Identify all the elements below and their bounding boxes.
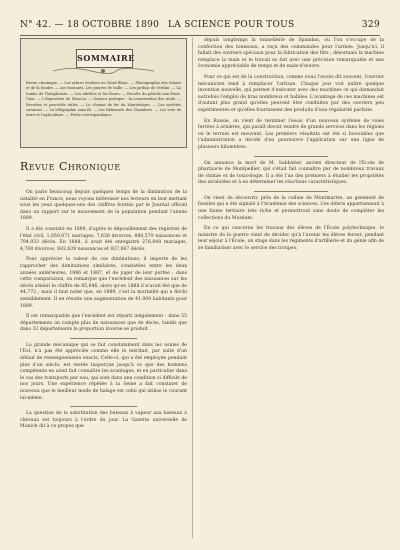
issue-number: N° 42. — 18 OCTOBRE 1890 — [20, 20, 160, 30]
article-paragraph: La grande mécanique qui se fait constamment dans les usines de l'Est, n'a pas été appréciée comme elle le méritait, par suite d'un défaut de renseignements exacts. Celle-ci, qui a été employée pendant plus d'un siècle, est restée inaperçue jusqu'à ce que des hommes compétents en aient fait connaître les avantages, et en particulier dans le cas des transports par eau, qui sont dans une condition si difficile de nos jours. Une expérience répétée à la Seine a fait constater de nouveau que le meilleur mode de halage est celui qui utilise le courant lui-même. — [20, 342, 187, 401]
section-title — [20, 160, 187, 186]
article-paragraph: Il a été constaté en 1889, d'après le dépouillement des registres de l'état civil, 1,859,071 mariages, 7,638 divorces, 880,579 naissances et 794,933 décès. En 1888, il avait été enregistré 276,848 mariages, 4,708 divorces, 882,639 naissances et 837,867 décès. — [20, 226, 187, 252]
sommaire-title: SOMMAIRE — [76, 49, 133, 68]
article-paragraph: Pour apprécier la valeur de ces diminutions, il importe de les rapprocher des diminutions similaires, constatées entre les deux années antérieures, 1886 et 1887, et de juger de leur portée ; dans cette comparaison, on remarque que l'excédent des naissances sur les décès atteint le chiffre de 85,646, alors qu'en 1888 il n'avait été que de 44,772 ; mais il faut noter que, en 1889, c'est la mortalité qui a fléchi sensiblement. Il en résulte une augmentation de 41,000 habitants pour 1889. — [20, 257, 187, 309]
article-paragraph: Il est remarquable que l'excédent est réparti inégalement : dans 55 départements on compte plus de naissances que de décès, tandis que dans 32 départements la proportion inverse se produit. — [20, 314, 187, 333]
article-paragraph: La question de la substitution des bateaux à vapeur aux bateaux à chevaux est toujours à l'ordre du jour. La Gazette universelle de Munich dit à ce propos que — [20, 411, 187, 430]
article-paragraph: En Russie, on vient de terminer l'essai d'un nouveau système de voies ferrées à ornières, qui paraît devoir rendre de grands services dans les régions où le terrain est mouvant. Les premiers résultats ont été si favorables que l'administration a décidé d'en poursuivre l'application sur une ligne de plusieurs kilomètres. — [198, 118, 384, 150]
running-head — [20, 20, 380, 34]
sommaire-box — [20, 38, 187, 148]
sommaire-text: Revue chronique. — Les arbres fruitiers au Mont-Blanc. — Photographie des éclairs et de la foudre. — Arc-boutants. Les pierres de taille. — Les jardins de Verdun. — La tombe de Théophraste. — Les abeilles et les fleurs. — Récolte du pétrole aux États-Unis. — L'Exposition de Moscou. — Science pratique : la conservation des œufs. — Recettes et procédés utiles. — Le chemin de fer du Monténégro. — Les sociétés savantes. — La télégraphie sans fil. — Les bâtiments des Chambres. — Les vers de terre et l'agriculture. — Petite correspondance. — [26, 81, 181, 118]
column-rule — [192, 38, 193, 538]
article-paragraph: En ce qui concerne les travaux des élèves de l'École polytechnique, le ministre de la guerre vient de décider qu'à l'avenir les élèves feront, pendant leur séjour à l'École, un stage dans les régiments d'artillerie et du génie afin de se familiariser avec le service des troupes. — [198, 226, 384, 252]
right-column — [198, 38, 384, 257]
article-paragraph: Pour ce qui est de la construction, comme nous l'avons dit souvent, l'ouvrier mécanicien tend à remplacer l'artisan. Chaque jour voit naître quelque invention nouvelle, qui permet d'exécuter avec des machines ce qui demandait autrefois l'emploi de bras nombreux et habiles. L'avantage de ces machines est d'autant plus grand qu'elles peuvent être conduites par des ouvriers peu expérimentés et qu'elles fournissent des produits d'une régularité parfaite. — [198, 74, 384, 113]
ornament-icon — [51, 66, 156, 76]
section-divider — [70, 338, 137, 339]
section-title-text: Revue Chronique — [20, 160, 121, 173]
section-divider — [254, 191, 328, 192]
header-rule — [20, 35, 380, 36]
left-column — [20, 38, 187, 435]
article-paragraph: depuis longtemps la tonnellerie de Spandau, où l'on s'occupe de la confection des tonneaux, a reçu des commandes pour l'armée. Jusqu'ici, il fallait des ouvriers spéciaux pour la fabrication des fûts ; désormais la machine remplace la main et le travail se fait avec une précision remarquable et une économie appréciable de temps et de main-d'œuvre. — [198, 38, 384, 70]
article-paragraph: On parle beaucoup depuis quelques temps de la diminution de la natalité en France, nous voyons intéresser nos lecteurs en leur mettant sous les yeux quelques-uns des chiffres fournis par le Journal officiel dans un rapport sur le mouvement de la population pendant l'année 1889. — [20, 190, 187, 222]
section-title-rule — [26, 180, 86, 181]
article-paragraph: On annonce la mort de M. Sabbatier, ancien directeur de l'École de pharmacie de Montpellier, qui s'était fait connaître par de nombreux travaux de chimie et de toxicologie. Il a été l'un des premiers à étudier les propriétés des alcaloïdes et à en déterminer les réactions caractéristiques. — [198, 160, 384, 186]
section-divider — [70, 406, 137, 407]
journal-title: LA SCIENCE POUR TOUS — [168, 20, 295, 30]
page-number: 329 — [361, 20, 380, 30]
article-paragraph: On vient de découvrir, près de la colline de Montmartre, un gisement de fossiles qui a été signalé à l'Académie des sciences. Ces débris appartiennent à une faune tertiaire très riche et permettront sans doute de compléter les collections du Muséum. — [198, 195, 384, 221]
section-divider — [254, 156, 328, 157]
